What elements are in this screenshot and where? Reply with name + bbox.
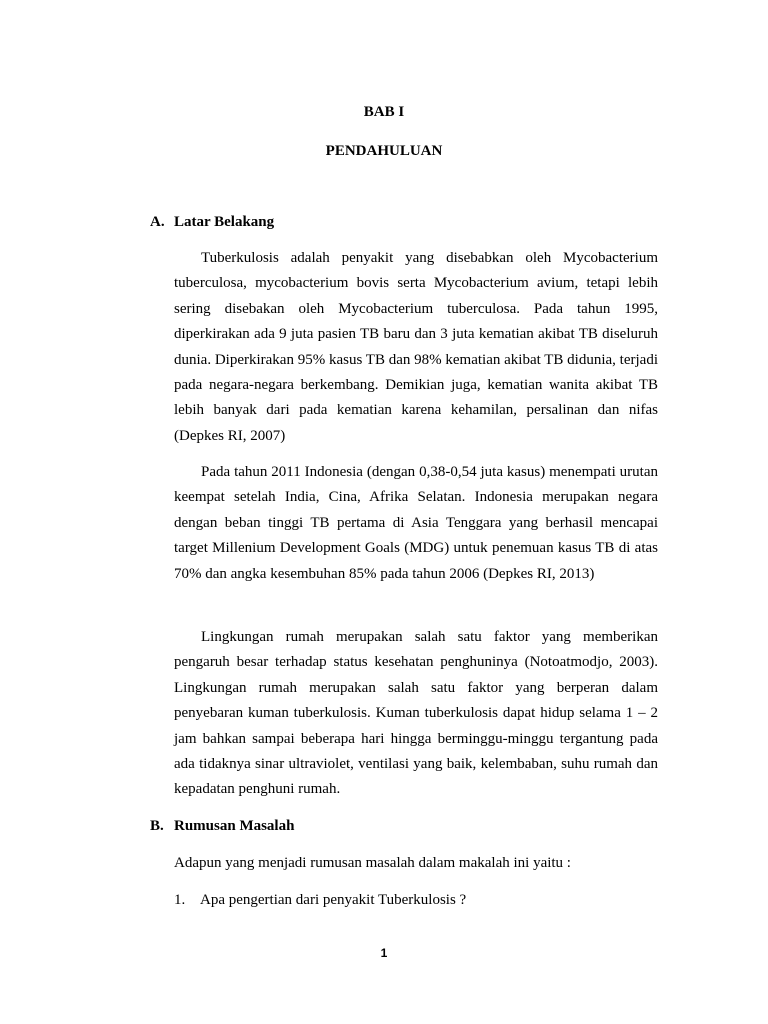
list-item <box>174 892 466 909</box>
paragraph-2: Pada tahun 2011 Indonesia (dengan 0,38-0,54 juta kasus) menempati urutan keempat setelah India, Cina, Afrika Selatan. Indonesia merupakan negara dengan beban tinggi TB pertama di Asia Tenggara yang berhasil mencapai target Millenium Development Goals (MDG) untuk penemuan kasus TB di atas 70% dan angka kesembuhan 85% pada tahun 2006 (Depkes RI, 2013) <box>174 464 658 582</box>
section-heading-rumusan-masalah <box>150 818 294 835</box>
section-heading-latar-belakang <box>150 214 274 231</box>
section-letter: B. <box>150 818 164 834</box>
list-item-number: 1. <box>174 892 186 908</box>
list-item-text: Apa pengertian dari penyakit Tuberkulosis ? <box>200 892 467 908</box>
chapter-title: PENDAHULUAN <box>325 143 443 159</box>
section-title: Latar Belakang <box>174 214 275 230</box>
paragraph-1: Tuberkulosis adalah penyakit yang disebabkan oleh Mycobacterium tuberculosa, mycobacterium bovis serta Mycobacterium avium, tetapi lebih sering disebakan oleh Mycobacterium tuberculosa. Pada tahun 1995, diperkirakan ada 9 juta pasien TB baru dan 3 juta kematian akibat TB diseluruh dunia. Diperkirakan 95% kasus TB dan 98% kematian akibat TB didunia, terjadi pada negara-negara berkembang. Demikian juga, kematian wanita akibat TB lebih banyak dari pada kematian karena kehamilan, persalinan dan nifas (Depkes RI, 2007) <box>174 250 658 444</box>
rumusan-intro: Adapun yang menjadi rumusan masalah dalam makalah ini yaitu : <box>174 855 571 871</box>
section-title: Rumusan Masalah <box>174 818 295 834</box>
paragraph-3: Lingkungan rumah merupakan salah satu faktor yang memberikan pengaruh besar terhadap status kesehatan penghuninya (Notoatmodjo, 2003). Lingkungan rumah merupakan salah satu faktor yang berperan dalam penyebaran kuman tuberkulosis. Kuman tuberkulosis dapat hidup selama 1 – 2 jam bahkan sampai beberapa hari hingga berminggu-minggu tergantung pada ada tidaknya sinar ultraviolet, ventilasi yang baik, kelembaban, suhu rumah dan kepadatan penghuni rumah. <box>174 629 658 798</box>
page-number: 1 <box>380 946 388 960</box>
section-letter: A. <box>150 214 165 230</box>
chapter-number: BAB I <box>363 104 405 120</box>
